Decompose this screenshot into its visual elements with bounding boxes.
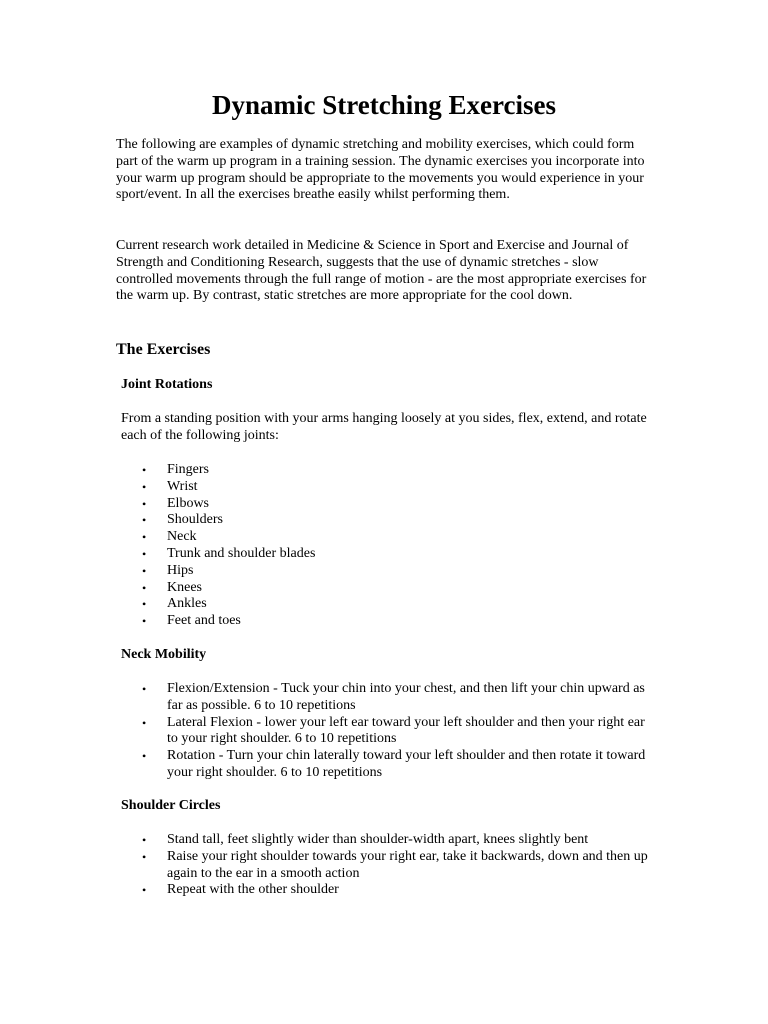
neck-mobility-list (0, 681, 657, 782)
list-item (0, 849, 657, 883)
list-item-text: Elbows (167, 495, 209, 511)
bullet-icon: • (142, 597, 147, 612)
list-item (0, 882, 657, 899)
list-item (0, 715, 657, 749)
bullet-icon: • (142, 563, 147, 578)
list-item-text: Shoulders (167, 512, 223, 528)
intro-paragraph: The following are examples of dynamic stretching and mobility exercises, which could form part of the warm up program in a training session. The dynamic exercises you incorporate into your warm up program should be appropriate to the movements you would experience in your sport/event. In all the exercises breathe easily whilst performing them. (116, 137, 645, 203)
list-item-text: Ankles (167, 596, 207, 612)
list-item-text: Trunk and shoulder blades (167, 545, 316, 561)
list-item (0, 479, 657, 496)
bullet-icon: • (142, 749, 147, 764)
bullet-icon: • (142, 849, 147, 864)
bullet-icon: • (142, 833, 147, 847)
list-item-text: Wrist (167, 478, 198, 494)
list-item-text: Fingers (167, 462, 209, 477)
bullet-icon: • (142, 715, 147, 730)
list-item (0, 832, 657, 849)
bullet-icon: • (142, 530, 147, 545)
shoulder-circles-heading: Shoulder Circles (121, 798, 221, 813)
list-item (0, 546, 657, 563)
bullet-icon: • (142, 614, 147, 629)
list-item (0, 613, 657, 630)
bullet-icon: • (142, 496, 147, 511)
list-item (0, 512, 657, 529)
list-item (0, 462, 657, 479)
list-item-text: Raise your right shoulder towards your right ear, take it backwards, down and then up again to the ear in a smooth action (167, 848, 648, 881)
list-item-text: Neck (167, 529, 197, 545)
bullet-icon: • (142, 546, 147, 561)
list-item-text: Repeat with the other shoulder (167, 882, 339, 898)
shoulder-circles-list (0, 832, 657, 899)
page-title: Dynamic Stretching Exercises (212, 90, 556, 120)
list-item (0, 580, 657, 597)
joint-rotations-list (0, 462, 657, 630)
joint-rotations-heading: Joint Rotations (121, 377, 213, 392)
list-item-text: Flexion/Extension - Tuck your chin into your chest, and then lift your chin upward as far as possible. 6 to 10 repetitions (167, 681, 645, 713)
bullet-icon: • (142, 479, 147, 494)
list-item (0, 529, 657, 546)
list-item-text: Stand tall, feet slightly wider than shoulder-width apart, knees slightly bent (167, 832, 589, 847)
list-item (0, 681, 657, 715)
bullet-icon: • (142, 463, 147, 477)
exercises-heading: The Exercises (116, 341, 211, 358)
neck-mobility-heading: Neck Mobility (121, 647, 207, 662)
list-item (0, 496, 657, 513)
list-item-text: Knees (167, 579, 202, 595)
research-paragraph: Current research work detailed in Medicine & Science in Sport and Exercise and Journal of Strength and Conditioning Research, suggests that the use of dynamic stretches - slow controlled movements through the full range of motion - are the most appropriate exercises for the warm up. By contrast, static stretches are more appropriate for the cool down. (116, 238, 647, 304)
list-item-text: Hips (167, 562, 194, 578)
bullet-icon: • (142, 580, 147, 595)
list-item (0, 563, 657, 580)
bullet-icon: • (142, 883, 147, 898)
list-item (0, 748, 657, 782)
joint-rotations-description: From a standing position with your arms hanging loosely at you sides, flex, extend, and rotate each of the following joints: (121, 411, 647, 443)
list-item-text: Lateral Flexion - lower your left ear toward your left shoulder and then your right ear to your right shoulder. 6 to 10 repetitions (167, 714, 645, 747)
bullet-icon: • (142, 513, 147, 528)
list-item-text: Rotation - Turn your chin laterally toward your left shoulder and then rotate it toward your right shoulder. 6 to 10 repetitions (167, 748, 646, 780)
bullet-icon: • (142, 682, 147, 696)
list-item-text: Feet and toes (167, 613, 241, 629)
list-item (0, 596, 657, 613)
